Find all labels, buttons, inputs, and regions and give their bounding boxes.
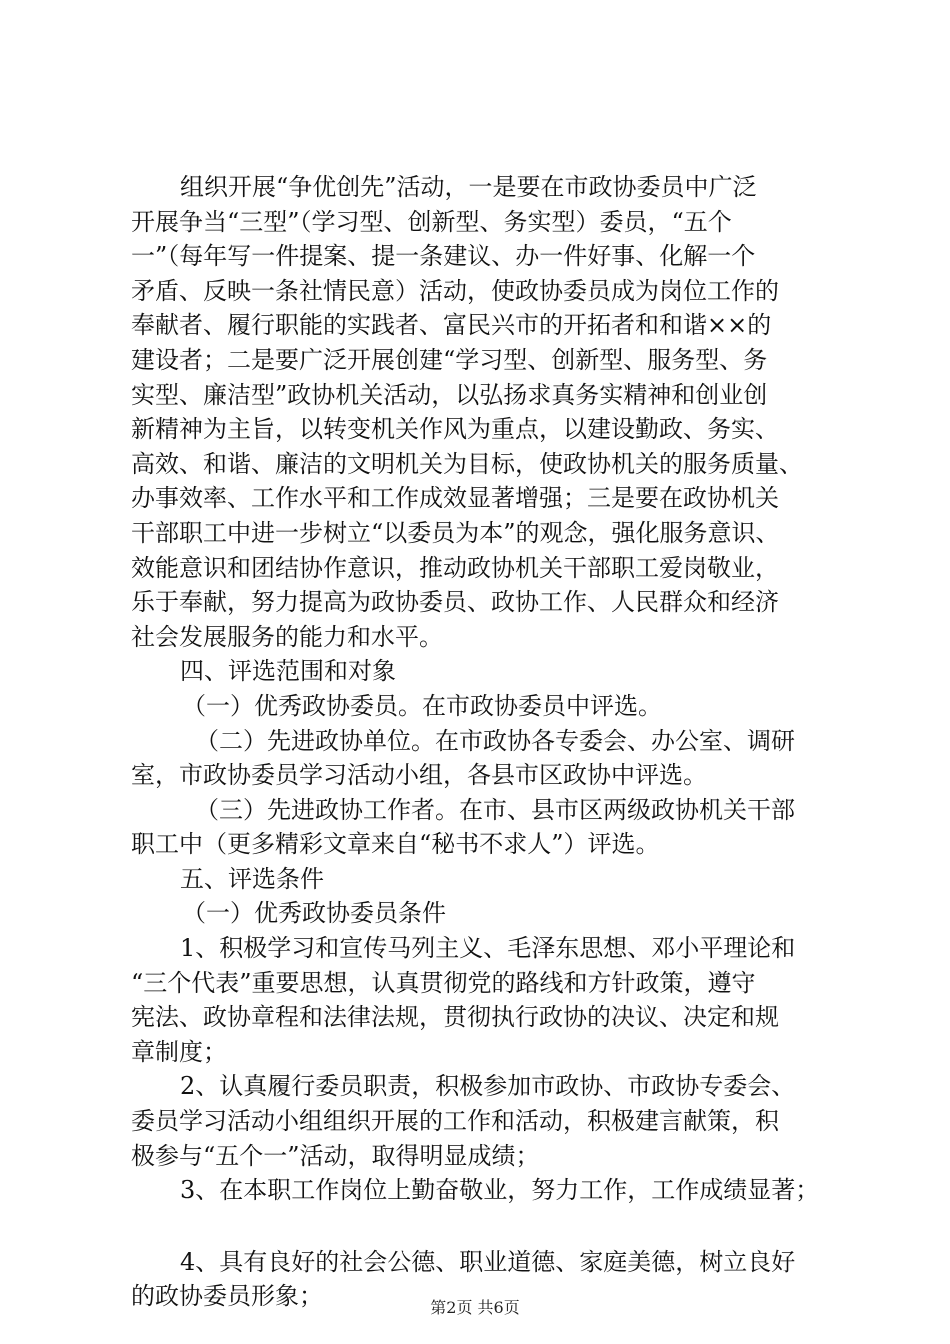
paragraph-line: 实型、廉洁型”政协机关活动，以弘扬求真务实精神和创业创	[131, 380, 768, 409]
paragraph-line: 乐于奉献，努力提高为政协委员、政协工作、人民群众和经济	[131, 588, 779, 617]
paragraph-line: 极参与“五个一”活动，取得明显成绩；	[131, 1141, 540, 1170]
paragraph-line: “三个代表”重要思想，认真贯彻党的路线和方针政策，遵守	[131, 968, 756, 997]
paragraph-line: （二）先进政协单位。在市政协各专委会、办公室、调研	[195, 726, 795, 755]
paragraph-spacer	[131, 1208, 846, 1245]
paragraph-line: 的政协委员形象；	[131, 1282, 323, 1311]
paragraph-line: 职工中（更多精彩文章来自“秘书不求人”）评选。	[131, 830, 660, 859]
paragraph-line: 矛盾、反映一条社情民意）活动，使政协委员成为岗位工作的	[131, 276, 779, 305]
paragraph-line: 高效、和谐、廉洁的文明机关为目标，使政协机关的服务质量、	[131, 449, 803, 478]
paragraph-line: 1、积极学习和宣传马列主义、毛泽东思想、邓小平理论和	[180, 934, 796, 963]
paragraph-line: 2、认真履行委员职责，积极参加市政协、市政协专委会、	[180, 1072, 796, 1101]
section-heading: 四、评选范围和对象	[180, 657, 396, 686]
paragraph-line: 开展争当“三型”（学习型、创新型、务实型）委员，“五个	[131, 207, 732, 236]
paragraph-line: 干部职工中进一步树立“以委员为本”的观念，强化服务意识、	[131, 518, 780, 547]
paragraph-line: 社会发展服务的能力和水平。	[131, 622, 443, 651]
page-number-footer: 第2页 共6页	[430, 1298, 520, 1317]
paragraph-line: 4、具有良好的社会公德、职业道德、家庭美德，树立良好	[180, 1247, 796, 1276]
paragraph-line: 宪法、政协章程和法律法规，贯彻执行政协的决议、决定和规	[131, 1003, 779, 1032]
subsection-heading: （一）优秀政协委员条件	[182, 899, 446, 928]
paragraph-line: 奉献者、履行职能的实践者、富民兴市的开拓者和和谐××的	[131, 311, 772, 340]
paragraph-line: 建设者；二是要广泛开展创建“学习型、创新型、服务型、务	[131, 345, 768, 374]
paragraph-line: （一）优秀政协委员。在市政协委员中评选。	[182, 691, 662, 720]
paragraph-line: 章制度；	[131, 1037, 227, 1066]
paragraph-line: （三）先进政协工作者。在市、县市区两级政协机关干部	[195, 795, 795, 824]
paragraph-line: 一”（每年写一件提案、提一条建议、办一件好事、化解一个	[131, 242, 756, 271]
paragraph-line: 效能意识和团结协作意识，推动政协机关干部职工爱岗敬业，	[131, 553, 779, 582]
paragraph-line: 新精神为主旨，以转变机关作风为重点，以建设勤政、务实、	[131, 415, 779, 444]
section-heading: 五、评选条件	[180, 864, 324, 893]
paragraph-line: 委员学习活动小组组织开展的工作和活动，积极建言献策，积	[131, 1107, 779, 1136]
paragraph-line: 3、在本职工作岗位上勤奋敬业，努力工作，工作成绩显著；	[180, 1176, 820, 1205]
paragraph-line: 办事效率、工作水平和工作成效显著增强；三是要在政协机关	[131, 484, 779, 513]
paragraph-line: 室，市政协委员学习活动小组，各县市区政协中评选。	[131, 761, 707, 790]
paragraph-line: 组织开展“争优创先”活动，一是要在市政协委员中广泛	[180, 173, 757, 201]
document-body	[131, 170, 846, 1314]
